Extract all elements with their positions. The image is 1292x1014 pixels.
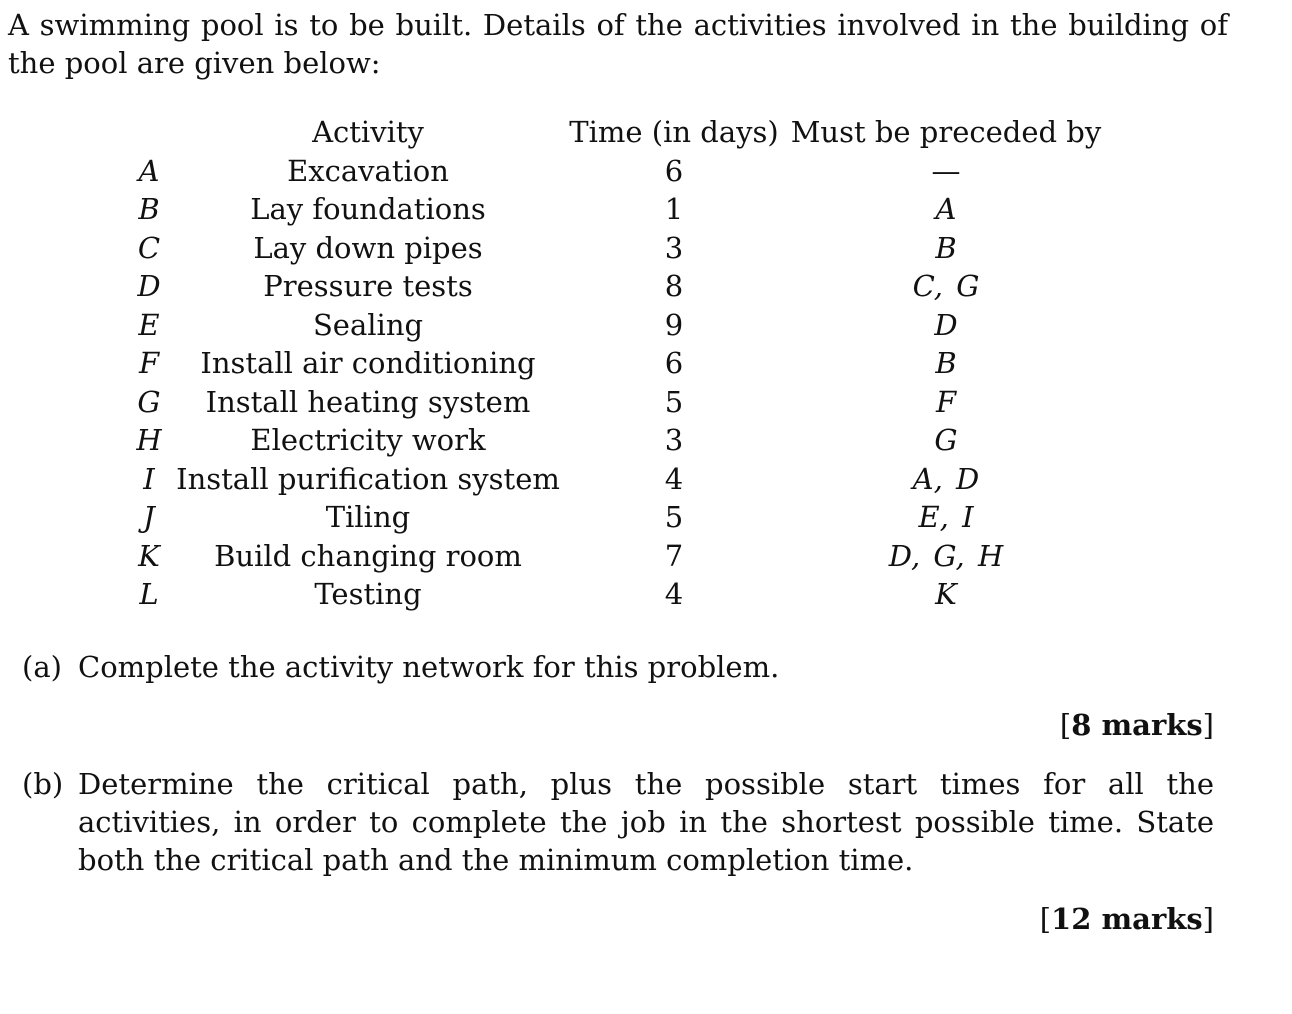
table-row [0,190,1292,228]
activity-preceded-by: — [931,154,961,188]
question-a-text: Complete the activity network for this problem. [78,650,780,684]
activity-time: 9 [664,308,684,342]
question-b-text: Determine the critical path, plus the possible start times for all the activities, in order to complete the job in the shortest possible time. State both the critical path and the minimum completion time. [78,767,1214,877]
header-preceded-by: Must be preceded by [790,115,1102,149]
activity-name: Build changing room [214,539,522,573]
header-activity: Activity [312,115,424,149]
question-a-marks [1060,706,1214,744]
table-row [0,421,1292,459]
table-row [0,575,1292,613]
activity-letter: A [138,154,160,188]
activity-letter: B [138,192,160,226]
activity-letter: F [138,346,160,380]
activity-preceded-by: B [935,346,957,380]
activity-name: Excavation [287,154,449,188]
activity-preceded-by: A [935,192,957,226]
question-b-label: (b) [22,767,64,801]
activity-preceded-by: C, G [912,269,980,303]
activity-time: 5 [664,500,684,534]
table-row [0,229,1292,267]
activity-letter: K [138,539,160,573]
activity-letter: H [136,423,162,457]
activity-letter: E [138,308,160,342]
table-row [0,460,1292,498]
table-row [0,152,1292,190]
table-row [0,498,1292,536]
table-row [0,267,1292,305]
activity-preceded-by: D [934,308,958,342]
activity-time: 6 [664,154,684,188]
activity-time: 4 [664,577,684,611]
activity-time: 1 [664,192,684,226]
activity-time: 6 [664,346,684,380]
activity-preceded-by: D, G, H [888,539,1004,573]
activity-letter: L [139,577,159,611]
marks-text: [8 marks] [1059,708,1214,742]
activity-preceded-by: A, D [912,462,980,496]
activity-name: Lay foundations [250,192,486,226]
question-b-marks [1040,900,1214,938]
activity-preceded-by: G [934,423,958,457]
table-row [0,537,1292,575]
activity-letter: I [143,462,155,496]
activity-name: Testing [314,577,422,611]
activity-letter: D [137,269,161,303]
activity-preceded-by: E, I [918,500,974,534]
table-row [0,383,1292,421]
activity-preceded-by: B [935,231,957,265]
activity-time: 7 [664,539,684,573]
activity-name: Install heating system [205,385,531,419]
activity-name: Tiling [325,500,411,534]
activity-time: 4 [664,462,684,496]
marks-text: [12 marks] [1039,902,1214,936]
intro-paragraph: A swimming pool is to be built. Details of the activities involved in the building of the pool are given below: [8,8,1228,80]
activity-preceded-by: F [935,385,957,419]
activity-name: Sealing [312,308,424,342]
table-row [0,306,1292,344]
activity-time: 5 [664,385,684,419]
activity-time: 3 [664,231,684,265]
activity-letter: G [137,385,161,419]
table-row [0,344,1292,382]
activity-name: Electricity work [250,423,486,457]
question-a-label: (a) [22,650,62,684]
activity-preceded-by: K [935,577,957,611]
header-time: Time (in days) [569,115,779,149]
activity-name: Lay down pipes [253,231,483,265]
activity-time: 3 [664,423,684,457]
activity-letter: J [143,500,155,534]
activity-time: 8 [664,269,684,303]
activity-letter: C [137,231,161,265]
activity-name: Install air conditioning [200,346,536,380]
activity-name: Install purification system [176,462,560,496]
activity-name: Pressure tests [263,269,473,303]
